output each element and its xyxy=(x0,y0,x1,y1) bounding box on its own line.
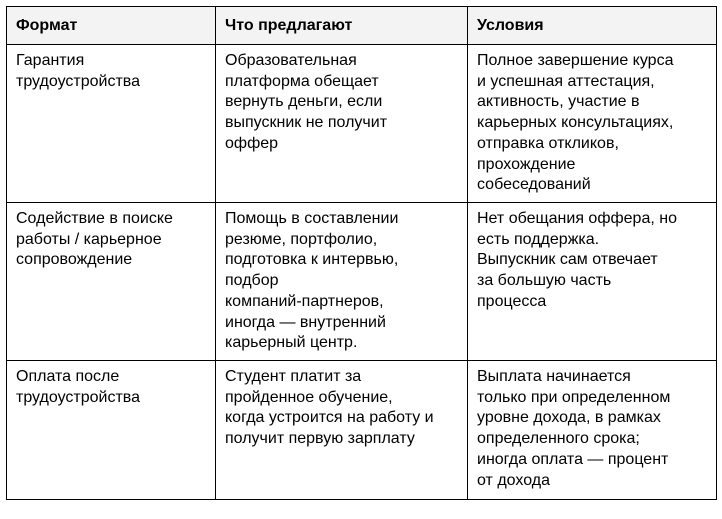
comparison-table xyxy=(6,6,717,500)
cell-format: Гарантия трудоустройства xyxy=(7,45,216,203)
cell-format: Оплата после трудоустройства xyxy=(7,361,216,500)
table-header-row xyxy=(7,7,717,45)
header-format: Формат xyxy=(7,7,216,45)
cell-conditions: Полное завершение курса и успешная аттестация, активность, участие в карьерных консультациях, отправка откликов, прохождение собеседований xyxy=(468,45,717,203)
cell-format: Содействие в поиске работы / карьерное сопровождение xyxy=(7,203,216,361)
table-row xyxy=(7,203,717,361)
header-offer: Что предлагают xyxy=(216,7,468,45)
comparison-table-container xyxy=(6,6,717,500)
cell-offer: Помощь в составлении резюме, портфолио, подготовка к интервью, подбор компаний-партнеров, иногда — внутренний карьерный центр. xyxy=(216,203,468,361)
table-row xyxy=(7,45,717,203)
header-conditions: Условия xyxy=(468,7,717,45)
cell-offer: Образовательная платформа обещает вернуть деньги, если выпускник не получит оффер xyxy=(216,45,468,203)
cell-conditions: Нет обещания оффера, но есть поддержка. Выпускник сам отвечает за большую часть процесса xyxy=(468,203,717,361)
cell-offer: Студент платит за пройденное обучение, когда устроится на работу и получит первую зарплату xyxy=(216,361,468,500)
table-row xyxy=(7,361,717,500)
cell-conditions: Выплата начинается только при определенном уровне дохода, в рамках определенного срока; иногда оплата — процент от дохода xyxy=(468,361,717,500)
